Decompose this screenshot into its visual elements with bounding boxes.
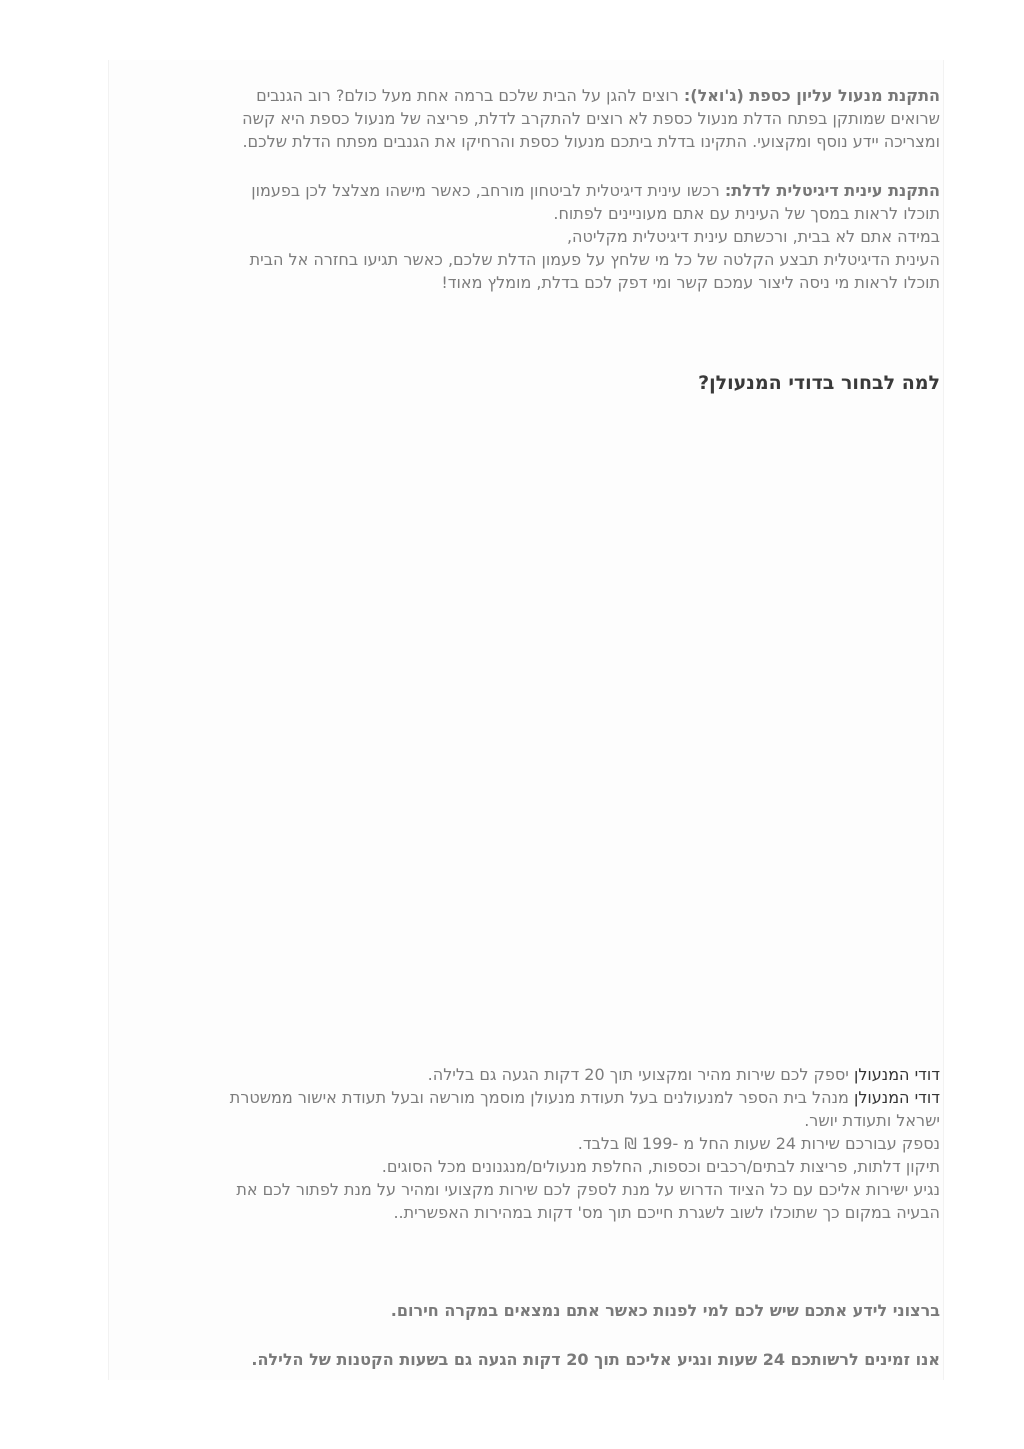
emergency-line: ברצוני לידע אתכם שיש לכם למי לפנות כאשר אתם נמצאים במקרה חירום. bbox=[390, 1301, 940, 1320]
digital-eye-line-1 bbox=[106, 179, 940, 202]
digital-eye-text-1: רכשו עינית דיגיטלית לביטחון מורחב, כאשר מישהו מצלצל לכן בפעמון bbox=[251, 181, 725, 200]
install-safe-lock-paragraph bbox=[106, 84, 940, 153]
about-line-1-text: יספק לכם שירות מהיר ומקצועי תוך 20 דקות הגעה גם בלילה. bbox=[427, 1065, 854, 1084]
digital-eye-title: התקנת עינית דיגיטלית לדלת: bbox=[724, 181, 940, 200]
about-section bbox=[106, 1063, 940, 1224]
about-line-2-text: מנהל בית הספר למנעולנים בעל תעודת מנעולן מוסמך מורשה ובעל תעודת אישור ממשטרת bbox=[229, 1088, 854, 1107]
about-paragraph bbox=[106, 1063, 940, 1224]
install-safe-lock-line-2: שרואים שמותקן בפתח הדלת מנעול כספת לא רוצים להתקרב לדלת, פריצה של מנעול כספת היא קשה bbox=[242, 109, 940, 128]
about-line-6: נגיע ישירות אליכם עם כל הציוד הדרוש על מנת לספק לכם שירות מקצועי ומהיר על מנת לפתור לכם את bbox=[236, 1180, 940, 1199]
brand-name-2: דודי המנעולן bbox=[853, 1088, 940, 1107]
digital-eye-paragraph bbox=[106, 179, 940, 294]
digital-eye-line-5: תוכלו לראות מי ניסה ליצור עמכם קשר ומי דפק לכם בדלת, מומלץ מאוד! bbox=[441, 273, 940, 292]
about-line-4: נספק עבורכם שירות 24 שעות החל מ -199 ₪ בלבד. bbox=[577, 1134, 940, 1153]
availability-line: אנו זמינים לרשותכם 24 שעות ונגיע אליכם תוך 20 דקות הגעה גם בשעות הקטנות של הלילה. bbox=[251, 1350, 940, 1369]
install-safe-lock-line-3: ומצריכה יידע נוסף ומקצועי. התקינו בדלת ביתכם מנעול כספת והרחיקו את הגנבים מפתח הדלת שלכם. bbox=[242, 132, 940, 151]
install-safe-lock-line-1 bbox=[106, 84, 940, 107]
install-safe-lock-section bbox=[106, 84, 940, 153]
why-choose-heading: למה לבחור בדודי המנעולן? bbox=[698, 372, 940, 394]
about-line-3: ישראל ותעודת יושר. bbox=[804, 1111, 940, 1130]
brand-name: דודי המנעולן bbox=[853, 1065, 940, 1084]
digital-eye-line-2: תוכלו לראות במסך של העינית עם אתם מעוניינים לפתוח. bbox=[553, 204, 940, 223]
about-line-7: הבעיה במקום כך שתוכלו לשוב לשגרת חייכם תוך מס' דקות במהירות האפשרית.. bbox=[393, 1203, 940, 1222]
install-safe-lock-title: התקנת מנעול עליון כספת (ג'ואל): bbox=[683, 86, 940, 105]
about-line-5: תיקון דלתות, פריצות לבתים/רכבים וכספות, החלפת מנעולים/מנגנונים מכל הסוגים. bbox=[381, 1157, 940, 1176]
install-safe-lock-text-1: רוצים להגן על הבית שלכם ברמה אחת מעל כולם? רוב הגנבים bbox=[256, 86, 684, 105]
digital-eye-line-3: במידה אתם לא בבית, ורכשתם עינית דיגיטלית מקליטה, bbox=[566, 227, 940, 246]
digital-eye-section bbox=[106, 179, 940, 294]
about-line-2 bbox=[106, 1086, 940, 1109]
about-line-1 bbox=[106, 1063, 940, 1086]
digital-eye-line-4: העינית הדיגיטלית תבצע הקלטה של כל מי שלחץ על פעמון הדלת שלכם, כאשר תגיעו בחזרה אל הבית bbox=[249, 250, 940, 269]
